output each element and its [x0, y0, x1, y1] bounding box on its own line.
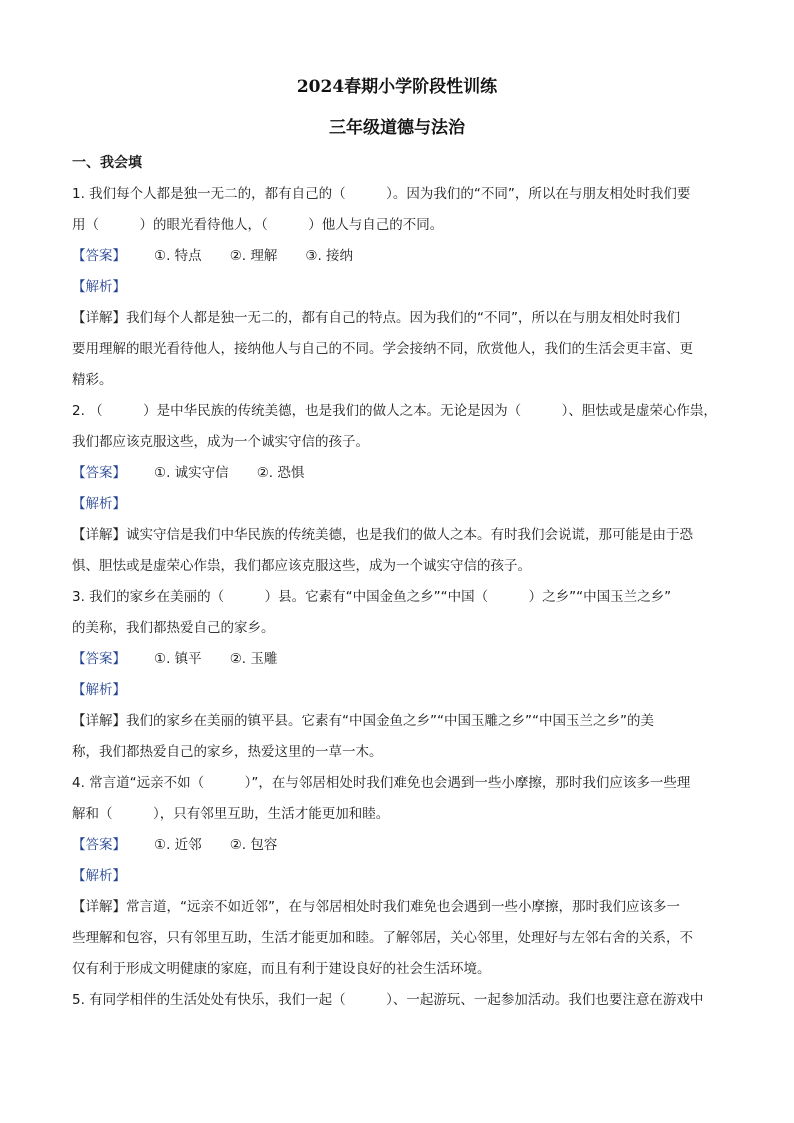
detail-text: 我们的家乡在美丽的镇平县。它素有“中国金鱼之乡”“中国玉雕之乡”“中国玉兰之乡”的美 [126, 713, 654, 729]
document-content [72, 148, 724, 1016]
answer-label: 【答案】 [72, 651, 126, 667]
answer-item: ②. 包容 [229, 837, 278, 853]
detail-1-line-1 [72, 303, 724, 334]
section-heading: 一、我会填 [72, 155, 142, 171]
detail-1-line-3: 精彩。 [72, 372, 113, 388]
answer-item: ②. 玉雕 [229, 651, 278, 667]
answer-item: ①. 近邻 [154, 837, 202, 853]
answer-label: 【答案】 [72, 465, 126, 481]
detail-label: 【详解】 [72, 899, 126, 915]
question-3-line-1: 3. 我们的家乡在美丽的（ ）县。它素有“中国金鱼之乡”“中国（ ）之乡”“中国玉兰之乡” [72, 589, 672, 605]
answer-item: ①. 镇平 [154, 651, 202, 667]
question-4-line-1: 4. 常言道“远亲不如（ ）”，在与邻居相处时我们难免也会遇到一些小摩擦，那时我们应该多一些理 [72, 775, 691, 791]
detail-text: 诚实守信是我们中华民族的传统美德，也是我们的做人之本。有时我们会说谎，那可能是由于恐 [126, 527, 693, 543]
detail-1-line-2: 要用理解的眼光看待他人，接纳他人与自己的不同。学会接纳不同，欣赏他人，我们的生活会更丰富、更 [72, 341, 693, 357]
answer-item: ②. 理解 [229, 248, 278, 264]
question-1-line-1: 1. 我们每个人都是独一无二的，都有自己的（ ）。因为我们的“不同”，所以在与朋友相处时我们要 [72, 186, 691, 202]
detail-label: 【详解】 [72, 527, 126, 543]
detail-4-line-2: 些理解和包容，只有邻里互助，生活才能更加和睦。了解邻居，关心邻里，处理好与左邻右舍的关系，不 [72, 930, 693, 946]
answer-label: 【答案】 [72, 248, 126, 264]
answer-4 [72, 830, 724, 861]
question-5-line-1: 5. 有同学相伴的生活处处有快乐，我们一起（ ）、一起游玩、一起参加活动。我们也要注意在游戏中 [72, 992, 704, 1008]
question-4-line-2: 解和（ ），只有邻里互助，生活才能更加和睦。 [72, 806, 390, 822]
answer-item: ①. 特点 [154, 248, 202, 264]
analysis-label: 【解析】 [72, 868, 126, 884]
answer-item: ③. 接纳 [305, 248, 354, 264]
analysis-label: 【解析】 [72, 279, 126, 295]
detail-text: 我们每个人都是独一无二的，都有自己的特点。因为我们的“不同”，所以在与朋友相处时我们 [126, 310, 680, 326]
detail-2-line-2: 惧、胆怯或是虚荣心作祟，我们都应该克服这些，成为一个诚实守信的孩子。 [72, 558, 531, 574]
question-2-line-1: 2. （ ）是中华民族的传统美德，也是我们的做人之本。无论是因为（ ）、胆怯或是虚荣心作祟， [72, 403, 717, 419]
document-title: 2024春期小学阶段性训练 [296, 77, 498, 97]
answer-item: ②. 恐惧 [256, 465, 305, 481]
answer-2 [72, 458, 724, 489]
question-2-line-2: 我们都应该克服这些，成为一个诚实守信的孩子。 [72, 434, 369, 450]
analysis-label: 【解析】 [72, 496, 126, 512]
answer-3 [72, 644, 724, 675]
detail-2-line-1 [72, 520, 724, 551]
answer-item: ①. 诚实守信 [154, 465, 229, 481]
detail-3-line-2: 称，我们都热爱自己的家乡，热爱这里的一草一木。 [72, 744, 383, 760]
question-1-line-2: 用（ ）的眼光看待他人，（ ）他人与自己的不同。 [72, 217, 444, 233]
analysis-2 [72, 489, 724, 520]
analysis-1 [72, 272, 724, 303]
detail-3-line-1 [72, 706, 724, 737]
analysis-3 [72, 675, 724, 706]
detail-label: 【详解】 [72, 310, 126, 326]
detail-text: 常言道，“远亲不如近邻”，在与邻居相处时我们难免也会遇到一些小摩擦，那时我们应该多一 [126, 899, 680, 915]
answer-1 [72, 241, 724, 272]
analysis-label: 【解析】 [72, 682, 126, 698]
detail-4-line-1 [72, 892, 724, 923]
question-3-line-2: 的美称，我们都热爱自己的家乡。 [72, 620, 275, 636]
document-subtitle: 三年级道德与法治 [329, 118, 465, 138]
answer-label: 【答案】 [72, 837, 126, 853]
detail-label: 【详解】 [72, 713, 126, 729]
detail-4-line-3: 仅有利于形成文明健康的家庭，而且有利于建设良好的社会生活环境。 [72, 961, 491, 977]
analysis-4 [72, 861, 724, 892]
